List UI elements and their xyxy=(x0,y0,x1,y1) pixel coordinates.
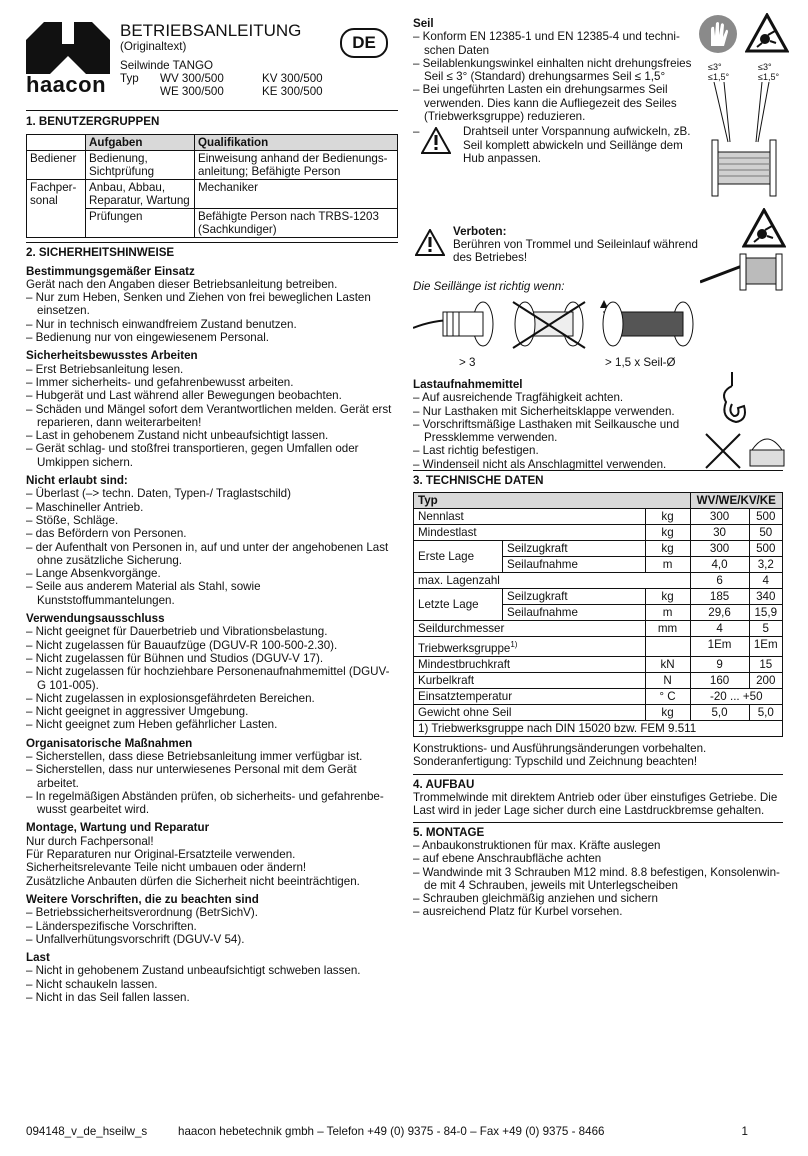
load-handling-heading: Lastaufnahmemittel xyxy=(413,378,523,391)
rope-length-illustration xyxy=(413,298,793,350)
table-row: Kurbelkraft N 160 200 xyxy=(414,673,783,689)
doc-title: BETRIEBSANLEITUNG xyxy=(120,21,302,40)
list-item: – Seilablenkungswinkel einhalten nicht drehungsfreies Seil ≤ 3° (Standard) drehungsarmes Seil ≤ 1,5° xyxy=(413,56,692,84)
list-item: – Nicht schaukeln lassen. xyxy=(26,977,158,991)
section-5-heading: 5. MONTAGE xyxy=(413,825,485,839)
list-item: – Schäden und Mängel sofort dem Verantwortlichen melden. Gerät erst reparieren, dann weiterarbeiten! xyxy=(26,402,392,429)
drum-side-view-icon xyxy=(694,82,794,202)
doc-subtitle: (Originaltext) xyxy=(120,40,187,53)
list-item: – Nicht in gehobenem Zustand unbeaufsichtigt schweben lassen. xyxy=(26,964,361,978)
list-item: – Nicht zugelassen für Bauaufzüge (DGUV-R 100-500-2.30). xyxy=(26,638,338,652)
list-item: – Last richtig befestigen. xyxy=(413,444,539,458)
list-item: – Nicht zugelassen in explosionsgefährdeten Bereichen. xyxy=(26,691,315,705)
list-item: – Schrauben gleichmäßig anziehen und sichern xyxy=(413,892,658,906)
list-item: – Überlast (–> techn. Daten, Typen-/ Traglastschild) xyxy=(26,487,291,501)
list-item: – Konform EN 12385-1 und EN 12385-4 und techni-schen Daten xyxy=(413,30,680,57)
rope-length-caption: Die Seillänge ist richtig wenn: xyxy=(413,280,565,293)
condition-1: > 3 xyxy=(459,356,476,369)
list-item: – Nur in technisch einwandfreiem Zustand benutzen. xyxy=(26,317,297,331)
aufbau-text: Trommelwinde mit direktem Antrieb oder über einstufiges Getriebe. Die Last wird in jeder Lage sicher durch eine Lastdruckbremse gehalten. xyxy=(413,791,778,818)
table-row: max. Lagenzahl 6 4 xyxy=(414,573,783,589)
table-row: Mindestlast kg 30 50 xyxy=(414,525,783,541)
table-row: Bediener Bedienung, Sichtprüfung Einweisung anhand der Bedienungs-anleitung; Befähigte Person xyxy=(27,151,398,180)
table-row: Mindestbruchkraft kN 9 15 xyxy=(414,657,783,673)
brand-name: haacon xyxy=(26,72,107,97)
col-tasks: Aufgaben xyxy=(86,135,195,151)
tech-data-table: Typ WV/WE/KV/KE Nennlast kg 300 500 Mindestlast kg 30 50 Erste Lage Seilzugkraft kg 300 500 Seilaufnahme m 4,0 3,2 max. Lagenzahl 6 4 Letzte Lage Seilzugkraft kg 185 340 Seilaufnahme m 29,6 15,9 Seildurchmesser mm 4 5 Triebwerksgruppe$^{1)}$ 1Em 1Em Mindestbruchkraft kN 9 15 Kurbelkraft N 160 200 Einsatztemperatur ° C -20 ... +50 Gewicht ohne Seil kg 5,0 5,0 1) Triebwerksgruppe nach DIN 15020 bzw. FEM 9.511 xyxy=(413,492,783,737)
hook-illustration xyxy=(700,372,788,472)
text-line: Nur durch Fachpersonal! xyxy=(26,834,154,848)
section-1-heading: 1. BENUTZERGRUPPEN xyxy=(26,115,160,128)
list-item: – ausreichend Platz für Kurbel vorsehen. xyxy=(413,905,623,919)
list-item: – Nicht in das Seil fallen lassen. xyxy=(26,991,190,1005)
list-item: – Betriebssicherheitsverordnung (BetrSichV). xyxy=(26,906,258,920)
warning-triangle-icon xyxy=(421,127,451,154)
prohibited-heading: Verboten: xyxy=(453,225,507,238)
list-item: – Lange Absenkvorgänge. xyxy=(26,567,161,581)
list-item: – Nicht geeignet für Dauerbetrieb und Vibrationsbelastung. xyxy=(26,625,328,639)
list-item: – auf ebene Anschraubfläche achten xyxy=(413,852,602,866)
list-item: – der Aufenthalt von Personen in, auf und unter der angehobenen Last ohne zusätzliche Sicherung. xyxy=(26,540,389,567)
list-item: – In regelmäßigen Abständen prüfen, ob sicherheits- und gefahrenbe-wusst gearbeitet wird. xyxy=(26,789,384,817)
list-item: – das Befördern von Personen. xyxy=(26,527,187,541)
warning-triangle-icon xyxy=(415,229,445,256)
list-item: – Nicht zugelassen für hochziehbare Personenaufnahmemittel (DGUV-G 101-005). xyxy=(26,665,390,692)
list-item: – Nicht geeignet zum Heben gefährlicher Lasten. xyxy=(26,718,278,732)
list-item: – Windenseil nicht als Anschlagmittel verwenden. xyxy=(413,457,667,471)
left-column xyxy=(26,110,398,1004)
condition-2: > 1,5 x Seil-Ø xyxy=(605,356,676,369)
forbid-heading: Nicht erlaubt sind: xyxy=(26,474,128,488)
list-item: – Seile aus anderem Material als Stahl, sowie Kunststoffummantelungen. xyxy=(26,580,261,607)
use-heading: Bestimmungsgemäßer Einsatz xyxy=(26,264,195,278)
list-item: – Erst Betriebsanleitung lesen. xyxy=(26,362,184,376)
table-row: Fachper-sonal Anbau, Abbau, Reparatur, Wartung Mechaniker xyxy=(27,180,398,209)
regs-heading: Weitere Vorschriften, die zu beachten sind xyxy=(26,892,259,906)
doc-id: 094148_v_de_hseilw_s xyxy=(26,1125,148,1138)
rope-section xyxy=(413,17,698,171)
tech-data-section xyxy=(413,470,783,919)
section-2-heading: 2. SICHERHEITSHINWEISE xyxy=(26,246,175,260)
list-item: – Nicht zugelassen für Bühnen und Studios (DGUV-V 17). xyxy=(26,651,324,665)
haacon-logo xyxy=(26,22,110,96)
rope-length-diagram xyxy=(413,280,793,370)
type-label: Typ xyxy=(120,72,139,85)
table-row: Erste Lage Seilzugkraft kg 300 500 xyxy=(414,541,783,557)
section-3-heading: 3. TECHNISCHE DATEN xyxy=(413,474,544,487)
page-number: 1 xyxy=(741,1125,748,1138)
list-item: – Länderspezifische Vorschriften. xyxy=(26,919,197,933)
list-item: – Anbaukonstruktionen für max. Kräfte auslegen xyxy=(413,838,661,852)
table-row: Einsatztemperatur ° C -20 ... +50 xyxy=(414,689,783,705)
list-item: – Nicht geeignet in aggressiver Umgebung. xyxy=(26,705,249,719)
gloves-icon xyxy=(698,14,738,54)
language-badge: DE xyxy=(340,28,388,58)
prohibited-text: Berühren von Trommel und Seileinlauf während des Betriebes! xyxy=(453,238,698,265)
list-item: – Auf ausreichende Tragfähigkeit achten. xyxy=(413,391,624,405)
list-item: – Last in gehobenem Zustand nicht unbeaufsichtigt lassen. xyxy=(26,429,329,443)
table-row: Seildurchmesser mm 4 5 xyxy=(414,621,783,637)
list-item: – Sicherstellen, dass nur unterwiesenes Personal mit dem Gerät arbeitet. xyxy=(26,763,357,790)
tech-note: Sonderanfertigung: Typschild und Zeichnung beachten! xyxy=(413,755,698,769)
col-qualification: Qualifikation xyxy=(195,135,398,151)
table-row: Seilaufnahme m 4,0 3,2 xyxy=(414,557,783,573)
text-line: Sicherheitsrelevante Teile nicht umbauen oder ändern! xyxy=(26,861,307,875)
rope-angle-diagram: ≤3° ≤1,5° ≤3° ≤1,5° xyxy=(694,62,794,202)
company-info: haacon hebetechnik gmbh – Telefon +49 (0) 9375 - 84-0 – Fax +49 (0) 9375 - 8466 xyxy=(178,1125,605,1138)
prohibited-note xyxy=(413,225,713,265)
list-item: – Sicherstellen, dass diese Betriebsanleitung immer verfügbar ist. xyxy=(26,749,363,763)
list-item: – Unfallverhütungsvorschrift (DGUV-V 54). xyxy=(26,932,245,946)
list-item: – Nur zum Heben, Senken und Ziehen von frei beweglichen Lasten einsetzen. xyxy=(26,291,371,318)
list-item: – Bedienung nur von eingewiesenem Personal. xyxy=(26,331,269,345)
list-item: – Bei ungeführten Lasten ein drehungsarmes Seil verwenden. Dies kann die Aufliegezeit des Seiles (Triebwerksgruppe) reduzieren. xyxy=(413,83,677,124)
rope-heading: Seil xyxy=(413,17,434,30)
table-row: Triebwerksgruppe$^{1)}$ 1Em 1Em xyxy=(414,637,783,657)
mont-heading: Montage, Wartung und Reparatur xyxy=(26,821,210,835)
text-line: Für Reparaturen nur Original-Ersatzteile verwenden. xyxy=(26,848,296,862)
model-wv: WV 300/500 xyxy=(160,72,224,85)
list-item: – Maschineller Antrieb. xyxy=(26,500,144,514)
list-item: – Gerät schlag- und stoßfrei transportieren, gegen Umfallen oder Umkippen sichern. xyxy=(26,442,359,469)
list-item: – Stöße, Schläge. xyxy=(26,513,119,527)
list-item: – Immer sicherheits- und gefahrenbewusst arbeiten. xyxy=(26,375,294,389)
warning-note: – Drahtseil unter Vorspannung aufwickeln, zB. Seil komplett abwickeln und Seillänge dem Hub anpassen. xyxy=(413,125,698,171)
list-item: – Nur Lasthaken mit Sicherheitsklappe verwenden. xyxy=(413,404,675,418)
warning-text: Drahtseil unter Vorspannung aufwickeln, zB. Seil komplett abwickeln und Seillänge dem Hub anpassen. xyxy=(463,125,691,165)
hand-crush-warning-icon xyxy=(742,208,786,248)
excl-heading: Verwendungsausschluss xyxy=(26,612,165,626)
model-ke: KE 300/500 xyxy=(262,85,323,98)
tech-note: Konstruktions- und Ausführungsänderungen vorbehalten. xyxy=(413,742,707,756)
table-row: Letzte Lage Seilzugkraft kg 185 340 xyxy=(414,589,783,605)
text-line: Zusätzliche Anbauten dürfen die Sicherheit nicht beeinträchtigen. xyxy=(26,874,360,888)
section-4-heading: 4. AUFBAU xyxy=(413,777,475,791)
logo-roof-icon xyxy=(26,22,110,74)
list-item: – Wandwinde mit 3 Schrauben M12 mind. 8.8 befestigen, Konsolenwin-de mit 4 Schrauben, jeweils mit Unterlegscheiben xyxy=(413,865,780,892)
doc-header xyxy=(120,22,360,98)
model-we: WE 300/500 xyxy=(160,85,224,98)
table-row: 1) Triebwerksgruppe nach DIN 15020 bzw. FEM 9.511 xyxy=(414,721,783,737)
product-name: Seilwinde TANGO xyxy=(120,59,213,72)
table-row: Gewicht ohne Seil kg 5,0 5,0 xyxy=(414,705,783,721)
table-row: Seilaufnahme m 29,6 15,9 xyxy=(414,605,783,621)
last-heading: Last xyxy=(26,951,50,965)
user-groups-table xyxy=(26,134,398,238)
list-item: – Hubgerät und Last während aller Bewegungen beobachten. xyxy=(26,389,342,403)
safe-heading: Sicherheitsbewusstes Arbeiten xyxy=(26,349,198,363)
org-heading: Organisatorische Maßnahmen xyxy=(26,736,193,750)
load-handling-section xyxy=(413,378,703,471)
table-row: Nennlast kg 300 500 xyxy=(414,509,783,525)
use-intro: Gerät nach den Angaben dieser Betriebsanleitung betreiben. xyxy=(26,277,338,291)
hand-crush-warning-icon xyxy=(745,13,789,53)
table-row: Prüfungen Befähigte Person nach TRBS-1203 (Sachkundiger) xyxy=(27,209,398,238)
model-kv: KV 300/500 xyxy=(262,72,323,85)
list-item: – Vorschriftsmäßige Lasthaken mit Seilkausche und Pressklemme verwenden. xyxy=(413,417,680,445)
